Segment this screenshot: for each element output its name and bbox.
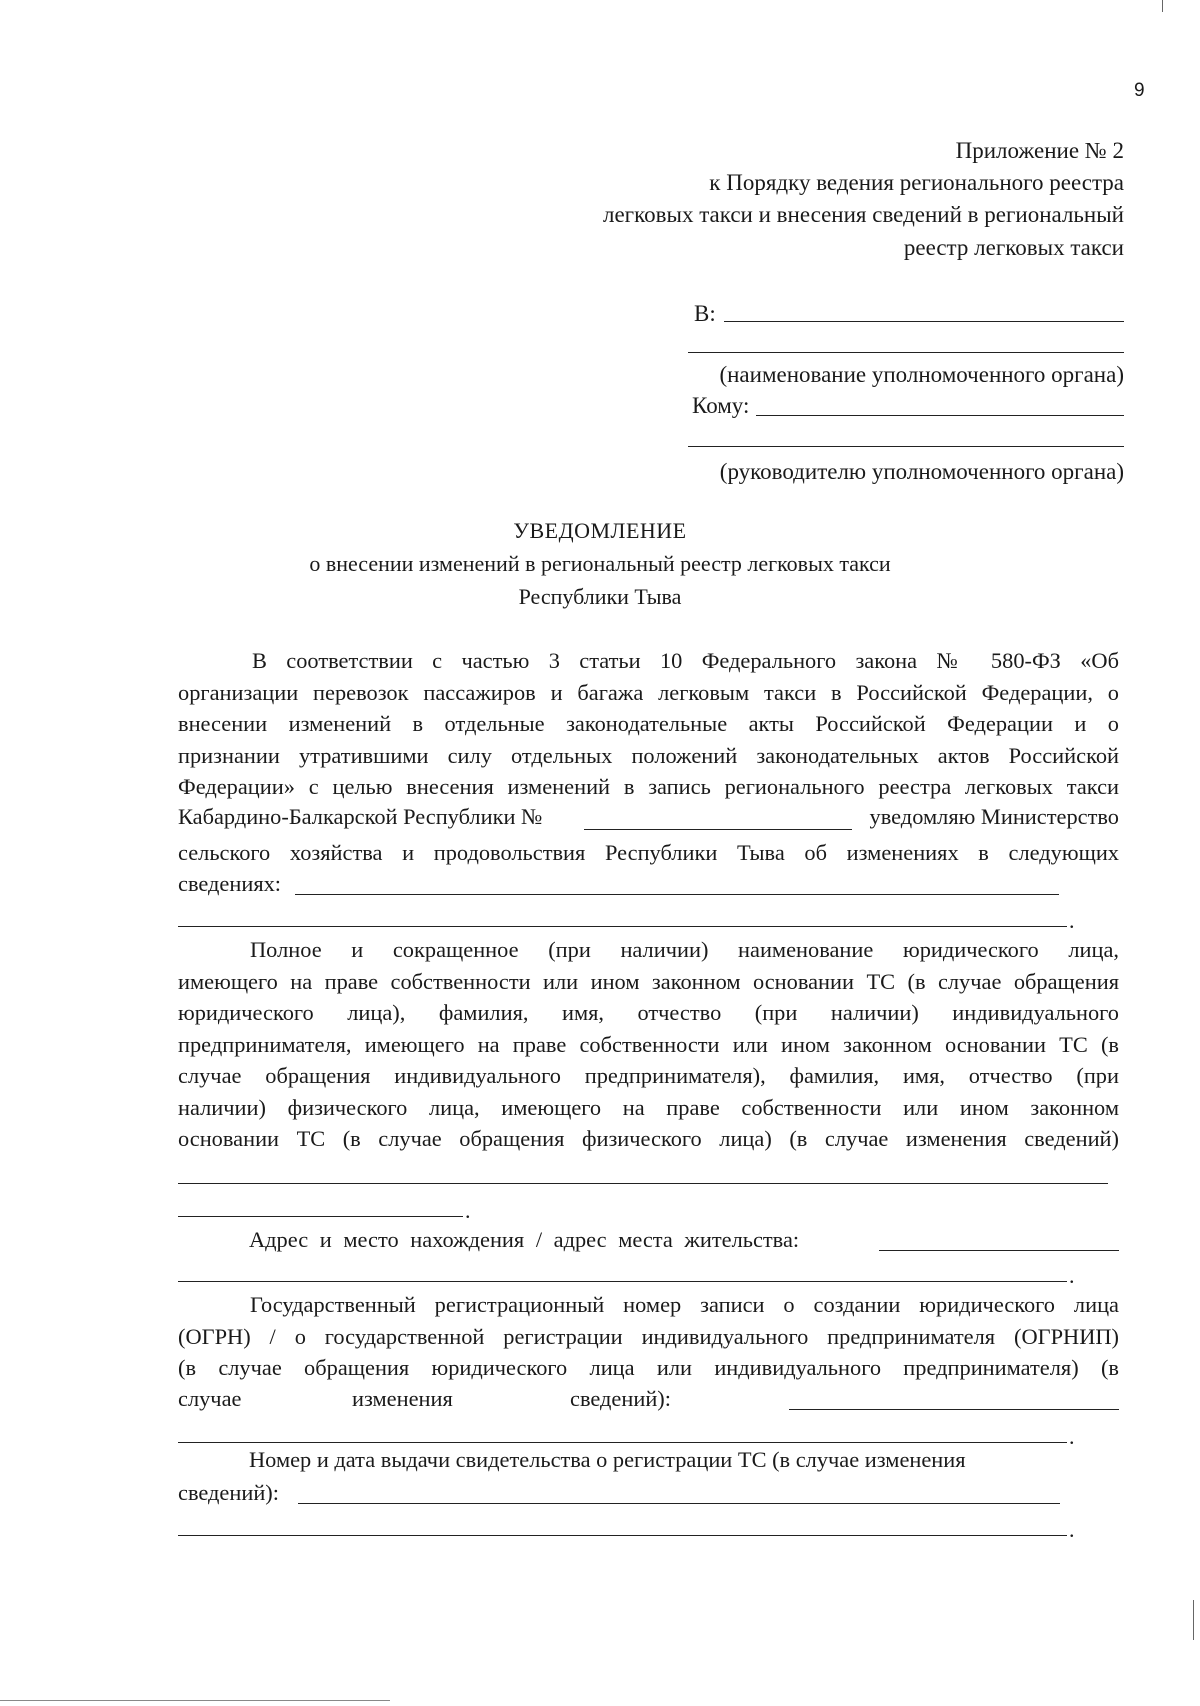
certificate-input-line[interactable] — [298, 1503, 1060, 1504]
holder-paragraph — [178, 934, 1119, 1155]
address-period: . — [1069, 1263, 1075, 1288]
intro-line: признании утратившими силу отдельных положений законодательных актов Российской — [178, 742, 1119, 768]
document-subtitle-line-1: о внесении изменений в региональный реестр легковых такси — [309, 551, 891, 576]
certificate-label: сведений): — [178, 1480, 279, 1505]
ogrn-line: Государственный регистрационный номер записи о создании юридического лица — [250, 1292, 1119, 1317]
intro-line: внесении изменений в отдельные законодательные акты Российской Федерации и о — [178, 711, 1119, 736]
to-caption: (наименование уполномоченного органа) — [719, 362, 1124, 387]
scan-edge-mark — [1162, 0, 1163, 12]
intro-line: организации перевозок пассажиров и багажа легковым такси в Российской Федерации, о — [178, 679, 1119, 705]
holder-input-line-2[interactable] — [178, 1216, 463, 1217]
info-period: . — [1069, 908, 1075, 933]
ogrn-line: (ОГРН) / о государственной регистрации индивидуального предпринимателя (ОГРНИП) — [178, 1323, 1119, 1349]
whom-input-line[interactable] — [756, 415, 1124, 416]
appendix-reference-line-3: реестр легковых такси — [903, 235, 1124, 260]
ogrn-input-line-2[interactable] — [178, 1442, 1067, 1443]
info-input-line-2[interactable] — [178, 926, 1067, 927]
registry-number-input-line[interactable] — [584, 829, 852, 830]
holder-line: имеющего на праве собственности или ином законном основании ТС (в случае обращения — [178, 968, 1119, 994]
certificate-text: Номер и дата выдачи свидетельства о регистрации ТС (в случае изменения — [249, 1447, 966, 1472]
info-input-line[interactable] — [295, 894, 1059, 895]
holder-line: предпринимателя, имеющего на праве собственности или ином законном основании ТС (в — [178, 1031, 1119, 1057]
holder-period: . — [465, 1198, 471, 1223]
ogrn-line: (в случае обращения юридического лица или индивидуального предпринимателя) (в — [178, 1355, 1119, 1380]
holder-line: юридического лица), фамилия, имя, отчество (при наличии) индивидуального — [178, 1000, 1119, 1025]
to-label: В: — [694, 301, 716, 326]
whom-input-line-2[interactable] — [688, 446, 1124, 447]
ogrn-period: . — [1069, 1424, 1075, 1449]
appendix-reference-line-1: к Порядку ведения регионального реестра — [709, 170, 1124, 195]
whom-label: Кому: — [692, 393, 750, 418]
intro-line: В соответствии с частью 3 статьи 10 Федерального закона № 580-ФЗ «Об — [252, 648, 1119, 673]
document-subtitle-line-2: Республики Тыва — [518, 584, 682, 609]
info-label: сведениях: — [178, 871, 282, 896]
address-input-line[interactable] — [879, 1250, 1119, 1251]
appendix-number: Приложение № 2 — [955, 138, 1124, 163]
ogrn-input-line[interactable] — [789, 1409, 1119, 1410]
registry-prefix: Кабардино-Балкарской Республики № — [178, 804, 543, 829]
holder-line: наличии) физического лица, имеющего на праве собственности или ином законном — [178, 1094, 1119, 1120]
certificate-input-line-2[interactable] — [178, 1535, 1067, 1536]
ogrn-word: изменения — [352, 1386, 453, 1411]
holder-input-line[interactable] — [178, 1183, 1108, 1184]
intro-line: сельского хозяйства и продовольствия Республики Тыва об изменениях в следующих — [178, 840, 1119, 865]
certificate-period: . — [1069, 1517, 1075, 1542]
scan-edge-mark — [1193, 1600, 1194, 1640]
address-input-line-2[interactable] — [178, 1281, 1067, 1282]
intro-paragraph — [178, 645, 1119, 803]
ogrn-word: сведений): — [570, 1386, 671, 1411]
address-label: Адрес и место нахождения / адрес места жительства: — [249, 1227, 800, 1252]
registry-suffix: уведомляю Министерство — [869, 804, 1119, 829]
to-input-line-2[interactable] — [688, 352, 1124, 353]
to-input-line[interactable] — [724, 321, 1124, 322]
ogrn-word: случае — [178, 1386, 242, 1411]
document-title: УВЕДОМЛЕНИЕ — [513, 518, 687, 543]
holder-line: основании ТС (в случае обращения физического лица) (в случае изменения сведений) — [178, 1126, 1119, 1151]
whom-caption: (руководителю уполномоченного органа) — [719, 459, 1124, 484]
intro-line: Федерации» с целью внесения изменений в запись регионального реестра легковых такси — [178, 774, 1119, 799]
scan-bottom-edge — [0, 1700, 390, 1701]
holder-line: случае обращения индивидуального предпринимателя), фамилия, имя, отчество (при — [178, 1063, 1119, 1088]
page-number: 9 — [1134, 80, 1145, 101]
appendix-reference-line-2: легковых такси и внесения сведений в региональный — [603, 202, 1124, 227]
intro-tail — [178, 837, 1119, 869]
holder-line: Полное и сокращенное (при наличии) наименование юридического лица, — [250, 937, 1119, 962]
ogrn-paragraph — [178, 1289, 1119, 1384]
